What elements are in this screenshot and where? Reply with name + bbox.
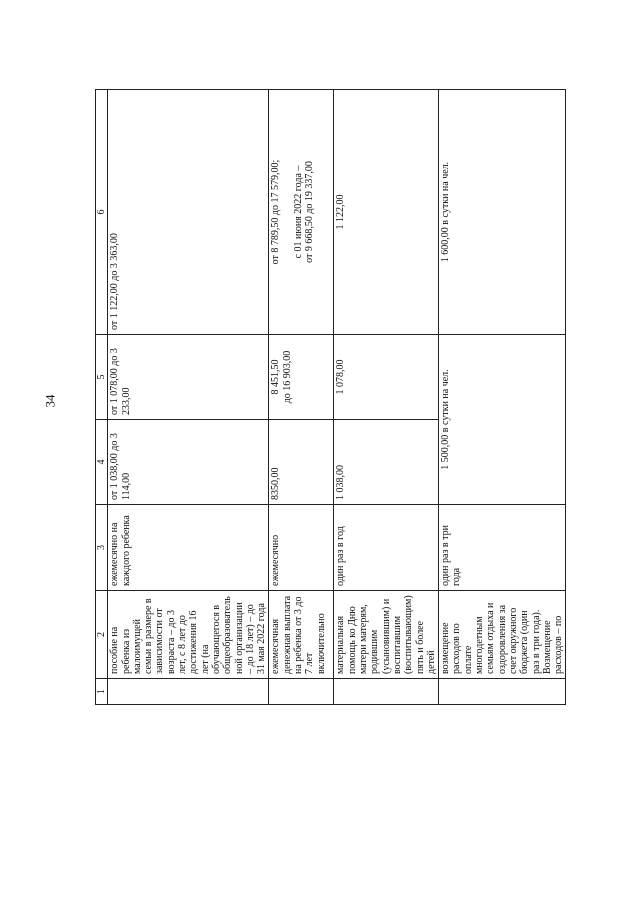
- header-cell: 5: [96, 335, 108, 420]
- header-cell: 2: [96, 591, 108, 679]
- header-cell: 1: [96, 679, 108, 705]
- cell-line: от 9 668,50 до 19 337,00: [304, 161, 316, 263]
- table-row: [269, 90, 334, 705]
- header-cell: 4: [96, 420, 108, 505]
- table-cell: ежемесячно: [269, 505, 334, 591]
- table-cell: [439, 679, 566, 705]
- table-cell: пособие на ребенка из малоимущей семьи в размере в зависимости от возраста – до 3 лет, с 8 лет до достижения 16 лет (на обучающегося в общеобразователь ной организации – до 18 лет) – до 31 мая 2022 года: [108, 591, 269, 679]
- table-cell: [334, 679, 439, 705]
- table-cell: 1 500,00 в сутки на чел.: [439, 335, 566, 505]
- table-cell: от 1 038,00 до 3 114,00: [108, 420, 269, 505]
- benefits-table: [95, 89, 566, 705]
- table-cell: один раз в три года: [439, 505, 566, 591]
- table-cell: ежемесячно на каждого ребенка: [108, 505, 269, 591]
- header-cell: 3: [96, 505, 108, 591]
- cell-line: с 01 июня 2022 года –: [292, 165, 304, 259]
- table-cell: [269, 90, 334, 335]
- header-row: [96, 90, 108, 705]
- table-cell: 1 078,00: [334, 335, 439, 420]
- cell-line: 8 451,50: [270, 359, 282, 395]
- table-cell: 1 600,00 в сутки на чел.: [439, 90, 566, 335]
- table-cell: от 1 078,00 до 3 233,00: [108, 335, 269, 420]
- table-cell: 1 038,00: [334, 420, 439, 505]
- header-cell: 6: [96, 90, 108, 335]
- cell-line: от 8 789,50 до 17 579,00;: [270, 159, 282, 265]
- table-cell: от 1 122,00 до 3 363,00: [108, 90, 269, 335]
- table-cell: материальная помощь ко Дню матери матерям, родившим (усыновившим) и воспитавшим (воспитывающим) пять и более детей: [334, 591, 439, 679]
- table-cell: один раз в год: [334, 505, 439, 591]
- table-row: [108, 90, 269, 705]
- table-cell: 8350,00: [269, 420, 334, 505]
- table-cell: возмещение расходов по оплате многодетным семьям отдыха и оздоровления за счет окружного бюджета (один раз в три года). Возмещение расходов – по: [439, 591, 566, 679]
- cell-line: до 16 903,00: [281, 350, 293, 404]
- page-number: 34: [42, 394, 58, 408]
- table-cell: [269, 335, 334, 420]
- table-cell: 1 122,00: [334, 90, 439, 335]
- table-row: [439, 90, 566, 705]
- table-cell: ежемесячная денежная выплата на ребенка от 3 до 7 лет включительно: [269, 591, 334, 679]
- rotated-table-container: [95, 90, 565, 705]
- table-row: [334, 90, 439, 705]
- table-cell: [269, 679, 334, 705]
- table-cell: [108, 679, 269, 705]
